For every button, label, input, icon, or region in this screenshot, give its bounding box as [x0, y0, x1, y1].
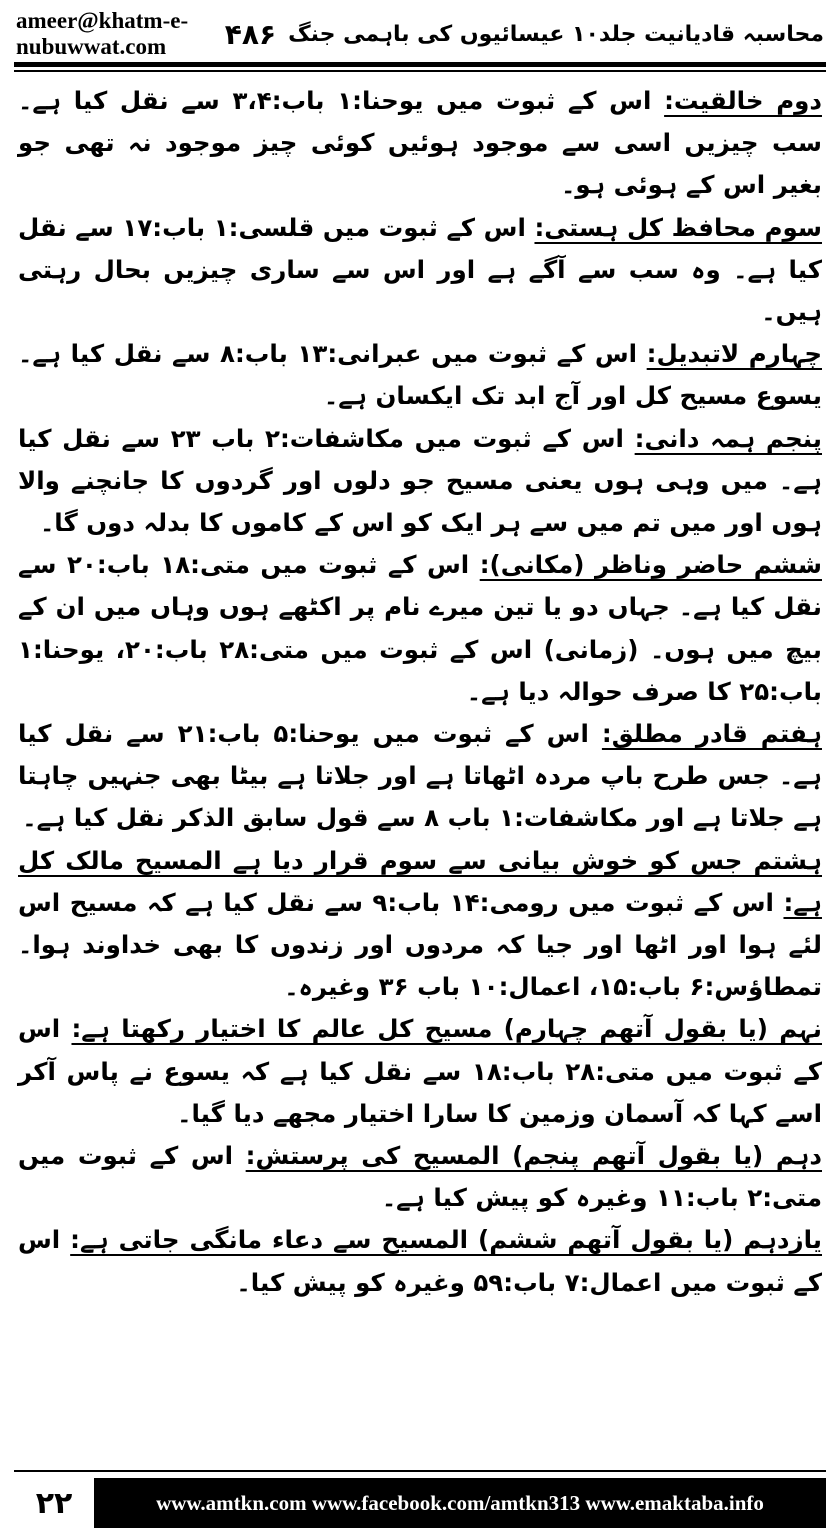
header-book-title: محاسبہ قادیانیت جلد۱۰ عیسائیوں کی باہمی جنگ [288, 21, 824, 47]
paragraph-body: اس کے ثبوت میں متی:۲ باب:۱۱ وغیرہ کو پیش کیا ہے۔ [18, 1141, 822, 1213]
paragraph-7 [18, 840, 822, 1009]
paragraph-heading: یازدہم (یا بقول آتھم ششم) المسیح سے دعاء مانگی جاتی ہے: [70, 1225, 822, 1255]
footer-urls: www.amtkn.com www.facebook.com/amtkn313 www.emaktaba.info [94, 1478, 826, 1528]
page-footer [14, 1478, 826, 1528]
paragraph-3 [18, 333, 822, 417]
paragraph-1 [18, 80, 822, 207]
paragraph-heading: چہارم لاتبدیل: [646, 339, 822, 369]
paragraph-10 [18, 1219, 822, 1303]
header-rule-thick [14, 62, 826, 67]
paragraph-4 [18, 418, 822, 545]
paragraph-heading: سوم محافظ کل ہستی: [534, 212, 822, 242]
paragraph-body: اس کے ثبوت میں قلسی:۱ باب:۱۷ سے نقل کیا ہے۔ وہ سب سے آگے ہے اور اس سے ساری چیزیں بحال رہتی ہیں۔ [18, 212, 822, 327]
paragraph-9 [18, 1135, 822, 1219]
paragraph-body: اس کے ثبوت میں رومی:۱۴ باب:۹ سے نقل کیا ہے کہ مسیح اس لئے ہوا اور اٹھا اور جیا کہ مردوں اور زندوں کا بھی خداوند ہوا۔ تمطاؤس:۶ باب:۱۵، اعمال:۱۰ باب ۳۶ وغیرہ۔ [18, 887, 822, 1002]
header-rule-thin [14, 70, 826, 72]
paragraph-heading: ہفتم قادر مطلق: [601, 719, 822, 749]
paragraph-2 [18, 207, 822, 334]
paragraph-8 [18, 1008, 822, 1135]
header-left [16, 8, 288, 60]
footer-page-number: ۲۲ [14, 1478, 94, 1528]
header-email: ameer@khatm-e-nubuwwat.com [16, 8, 189, 59]
header-page-number: ۴۸۶ [224, 17, 277, 51]
paragraph-body: اس کے ثبوت میں یوحنا:۱ باب:۳،۴ سے نقل کیا ہے۔ سب چیزیں اسی سے موجود ہوئیں کوئی چیز موجود نہ تھی جو بغیر اس کے ہوئی ہو۔ [18, 86, 822, 200]
paragraph-heading: نہم (یا بقول آتھم چہارم) مسیح کل عالم کا اختیار رکھتا ہے: [71, 1014, 822, 1044]
paragraph-body: اس کے ثبوت میں مکاشفات:۲ باب ۲۳ سے نقل کیا ہے۔ میں وہی ہوں یعنی مسیح جو دلوں اور گردوں کا جانچنے والا ہوں اور میں تم میں سے ہر ایک کو اس کے کاموں کا بدلہ دوں گا۔ [18, 423, 822, 538]
paragraph-heading: ہشتم جس کو خوش بیانی سے سوم قرار دیا ہے المسیح مالک کل ہے: [18, 845, 822, 917]
page-content [18, 80, 822, 1455]
paragraph-6 [18, 713, 822, 840]
paragraph-body: اس کے ثبوت میں عبرانی:۱۳ باب:۸ سے نقل کیا ہے۔ یسوع مسیح کل اور آج ابد تک ایکسان ہے۔ [18, 339, 822, 411]
paragraph-heading: ششم حاضر وناظر (مکانی): [479, 550, 822, 580]
paragraph-5 [18, 544, 822, 713]
paragraph-body: اس کے ثبوت میں متی:۱۸ باب:۲۰ سے نقل کیا ہے۔ جہاں دو یا تین میرے نام پر اکٹھے ہوں وہاں میں ان کے بیچ میں ہوں۔ (زمانی) اس کے ثبوت میں متی:۲۸ باب:۲۰، یوحنا:۱ باب:۲۵ کا صرف حوالہ دیا ہے۔ [18, 550, 822, 706]
paragraph-heading: پنجم ہمہ دانی: [634, 423, 822, 453]
paragraph-body: اس کے ثبوت میں یوحنا:۵ باب:۲۱ سے نقل کیا ہے۔ جس طرح باپ مردہ اٹھاتا ہے اور جلاتا ہے بیٹا بھی جنہیں چاہتا ہے جلاتا ہے اور مکاشفات:۱ باب ۸ سے قول سابق الذکر نقل کیا ہے۔ [18, 719, 822, 833]
page-header [16, 8, 824, 59]
paragraph-heading: دوم خالقیت: [664, 86, 822, 115]
footer-rule [14, 1470, 826, 1472]
paragraph-body: اس کے ثبوت میں متی:۲۸ باب:۱۸ سے نقل کیا ہے کہ یسوع نے پاس آکر اسے کہا کہ آسمان وزمین کا سارا اختیار مجھے دیا گیا۔ [18, 1014, 822, 1128]
paragraph-body: اس کے ثبوت میں اعمال:۷ باب:۵۹ وغیرہ کو پیش کیا۔ [18, 1225, 822, 1297]
paragraph-heading: دہم (یا بقول آتھم پنجم) المسیح کی پرستش: [245, 1141, 822, 1171]
